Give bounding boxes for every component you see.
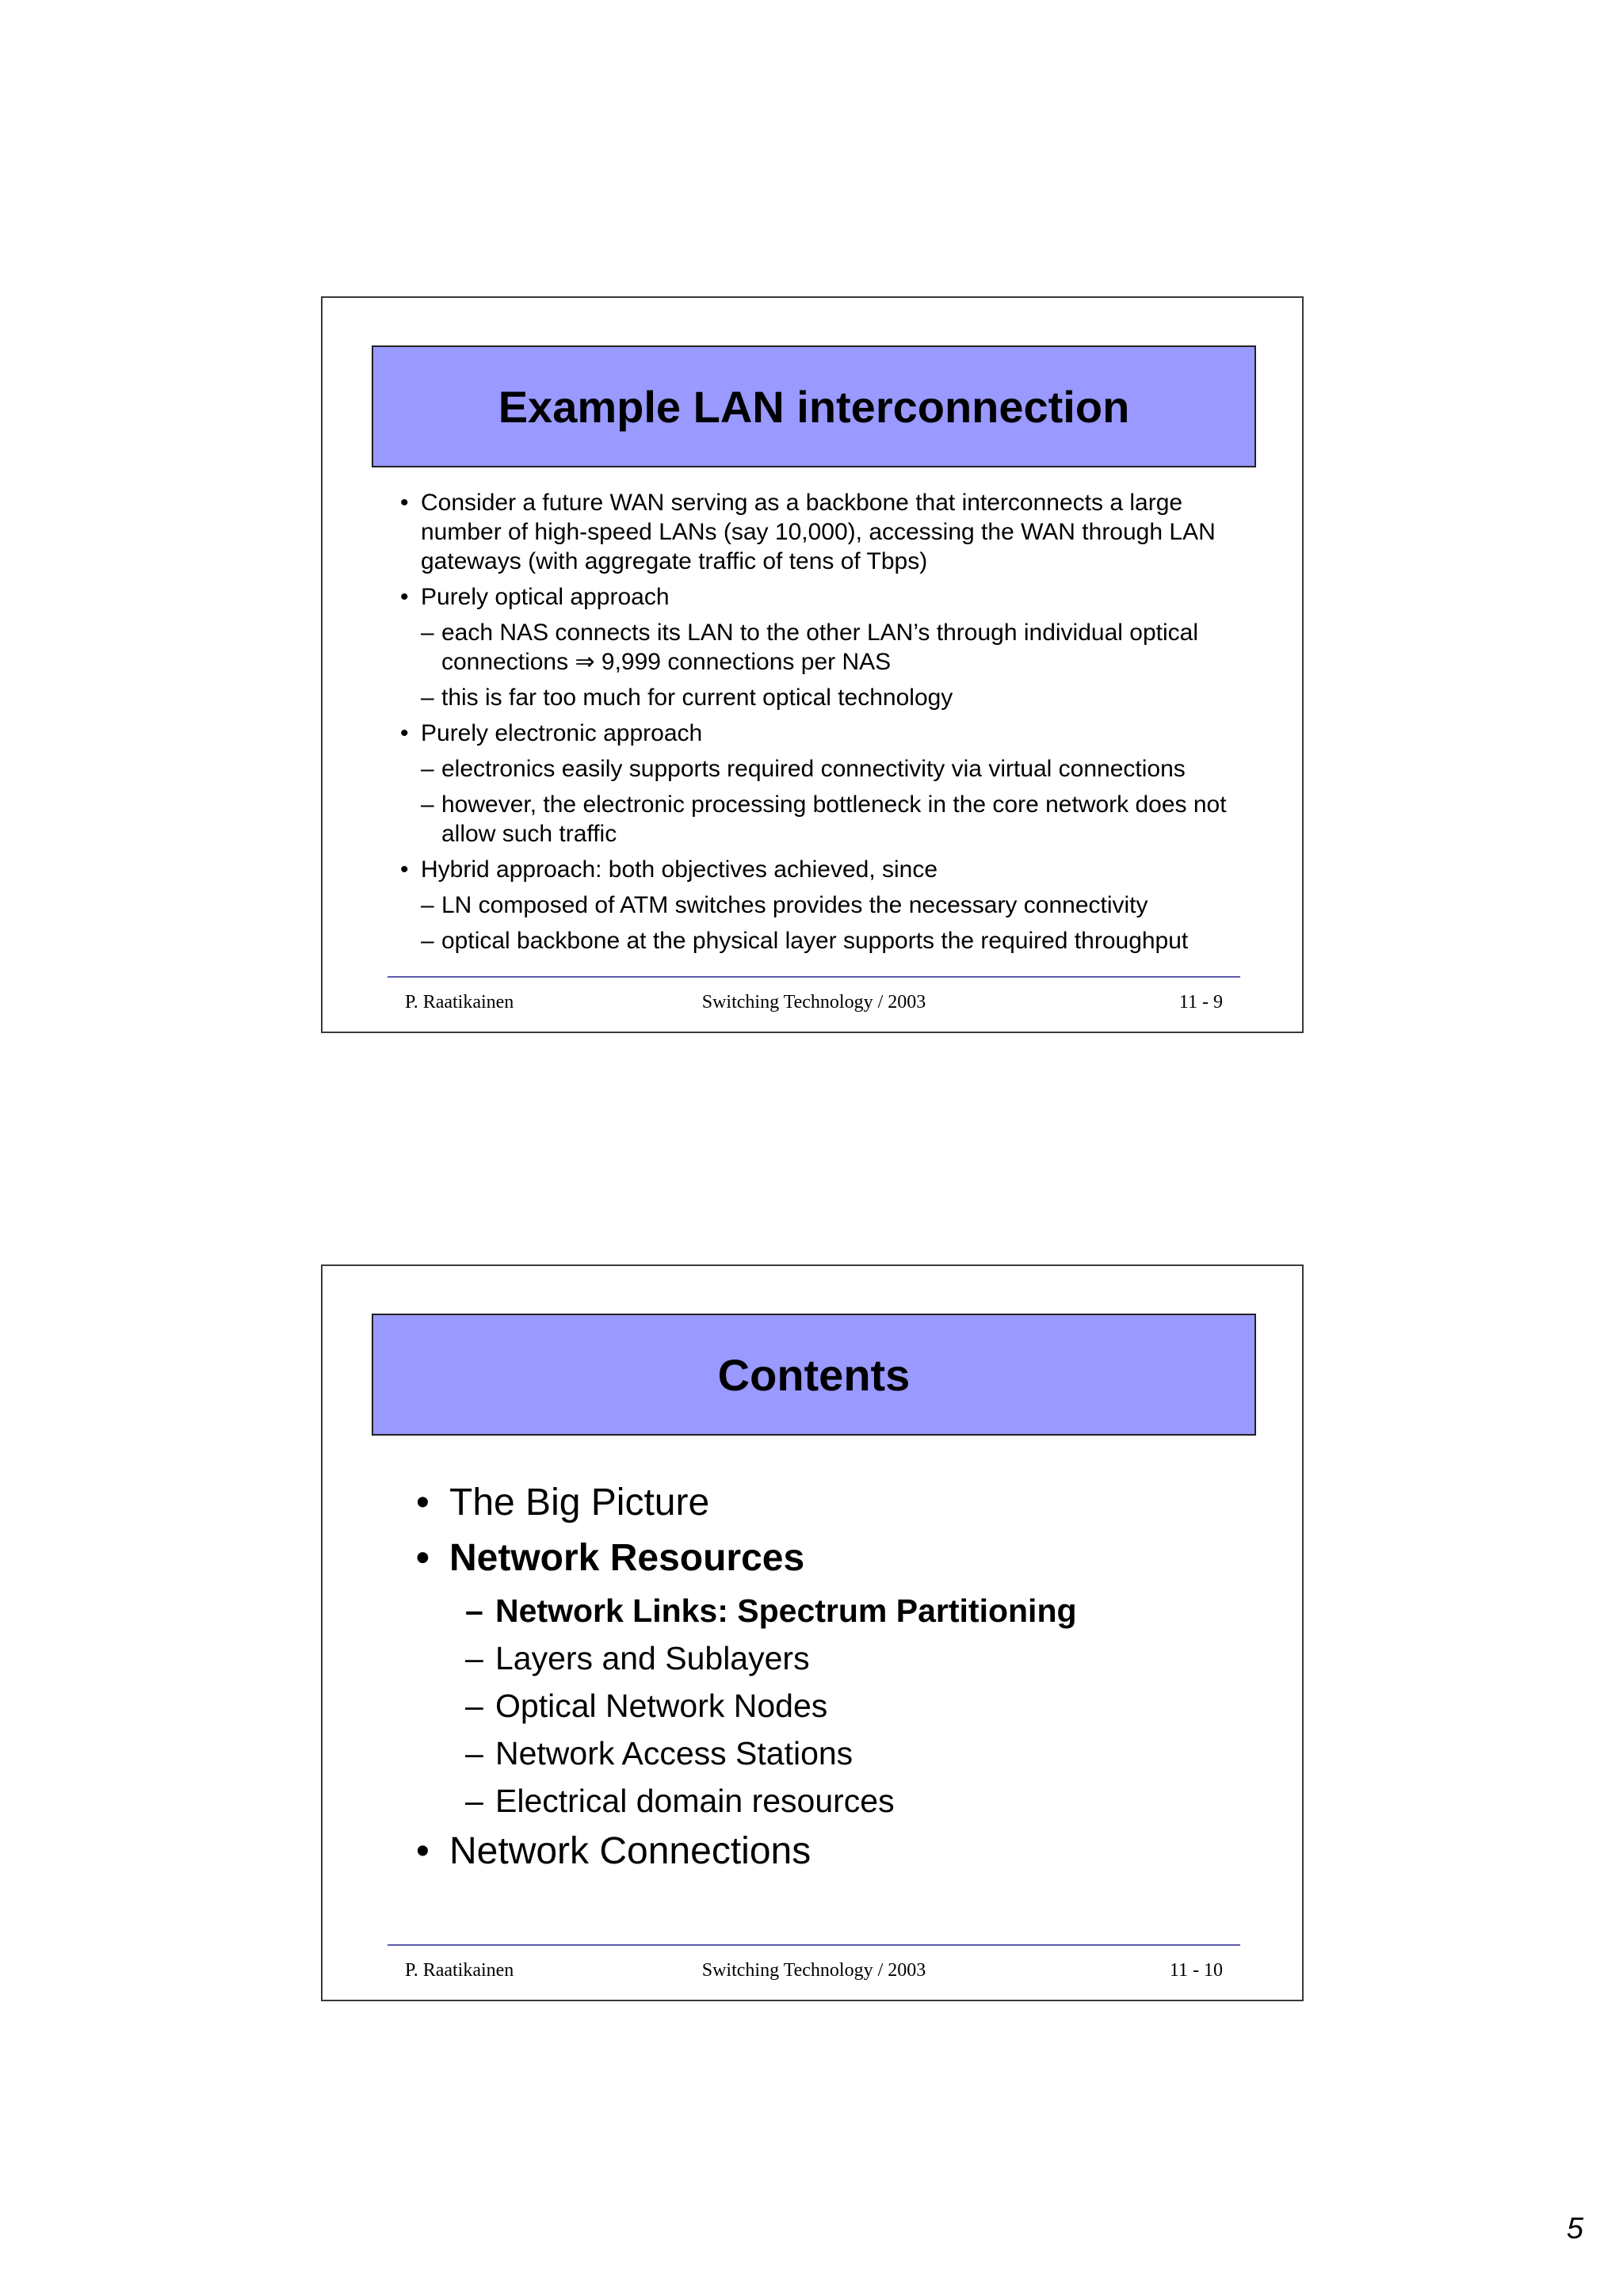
slide-example-lan-interconnection [321,296,1304,1033]
bullet-item: • Consider a future WAN serving as a backbone that interconnects a large number of high-speed LANs (say 10,000), accessing the WAN through LAN gateways (with aggregate traffic of tens of Tbps) [400,488,1256,576]
sub-bullet-item: – each NAS connects its LAN to the other LAN’s through individual optical connections ⇒ 9,999 connections per NAS [400,618,1256,677]
slide-title-box [372,1314,1256,1436]
bullet-item: • Purely optical approach [400,582,1256,612]
bullet-item: • Hybrid approach: both objectives achieved, since [400,855,1256,884]
footer-author: P. Raatikainen [405,992,514,1013]
bullet-item: • The Big Picture [416,1480,1256,1526]
sub-bullet-item: – electronics easily supports required connectivity via virtual connections [400,754,1256,784]
bullet-item: • Purely electronic approach [400,719,1256,748]
slide-title: Example LAN interconnection [498,381,1130,432]
bullet-item: • Network Connections [416,1829,1256,1875]
sub-bullet-item: – Optical Network Nodes [416,1686,1256,1726]
sub-bullet-item: – Layers and Sublayers [416,1638,1256,1678]
footer-course: Switching Technology / 2003 [701,992,926,1013]
sub-bullet-item: – LN composed of ATM switches provides the necessary connectivity [400,891,1256,920]
bullet-item-current: • Network Resources [416,1535,1256,1581]
footer-divider [388,1944,1240,1946]
sub-bullet-item: – this is far too much for current optical technology [400,683,1256,712]
footer-slide-number: 11 - 9 [1178,992,1223,1013]
sub-bullet-item-current: – Network Links: Spectrum Partitioning [416,1591,1256,1630]
sub-bullet-item: – however, the electronic processing bottleneck in the core network does not allow such traffic [400,790,1256,849]
footer-author: P. Raatikainen [405,1960,514,1981]
sub-bullet-item: – Network Access Stations [416,1733,1256,1773]
sub-bullet-item: – optical backbone at the physical layer supports the required throughput [400,926,1256,955]
slide-contents [321,1264,1304,2001]
footer-divider [388,976,1240,978]
footer-slide-number: 11 - 10 [1169,1960,1223,1981]
slide-title-box [372,345,1256,467]
footer-course: Switching Technology / 2003 [701,1960,926,1981]
sub-bullet-item: – Electrical domain resources [416,1781,1256,1821]
page-number: 5 [1566,2212,1583,2245]
slide-body [400,488,1256,962]
slide-title: Contents [717,1349,911,1400]
slide-body [416,1480,1256,1884]
